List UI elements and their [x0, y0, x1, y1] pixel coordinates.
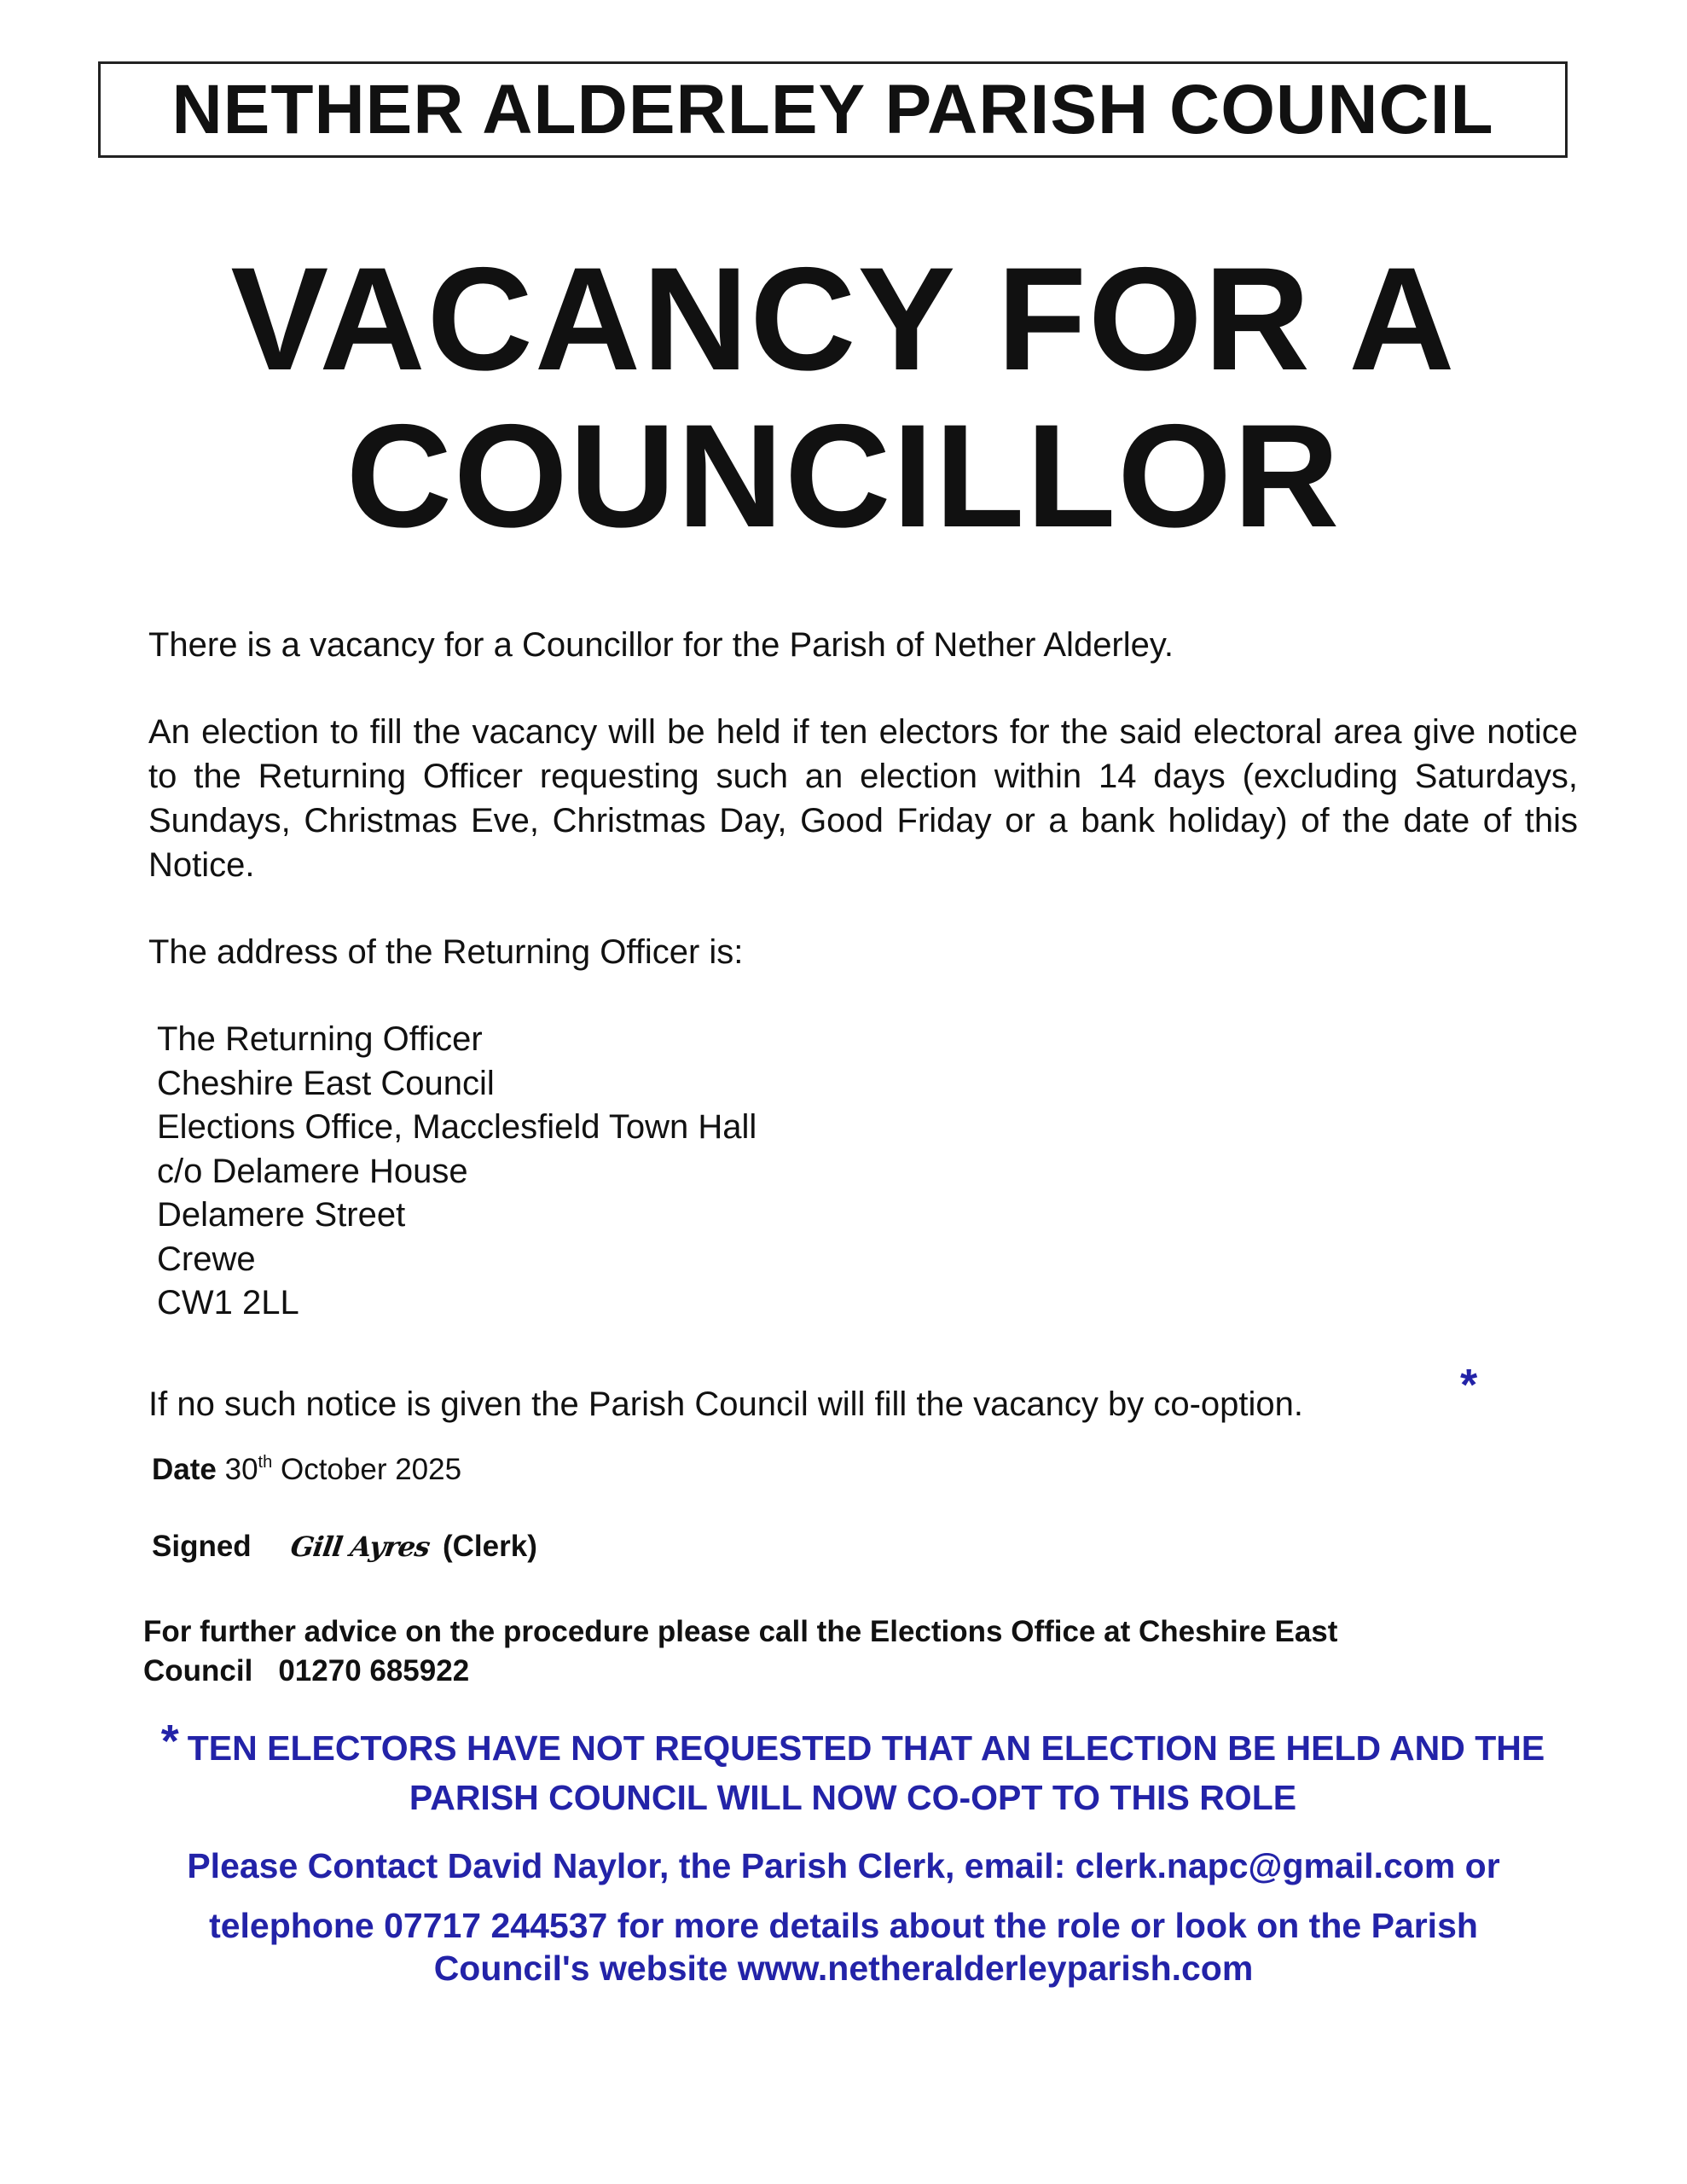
notice-title-line-2: COUNCILLOR	[345, 394, 1342, 558]
contact-line-2: telephone 07717 244537 for more details about the role or look on the Parish	[209, 1906, 1478, 1945]
contact-details	[68, 1844, 1619, 1989]
address-line: Cheshire East Council	[157, 1064, 495, 1102]
advice-paragraph	[143, 1612, 1525, 1691]
notice-title	[0, 237, 1687, 558]
address-line: Delamere Street	[157, 1196, 406, 1234]
date-day: 30	[224, 1453, 258, 1486]
address-line: The Returning Officer	[157, 1020, 483, 1058]
asterisk-marker: *	[1460, 1361, 1478, 1410]
date-suffix: th	[258, 1453, 273, 1472]
notice-title-line-1: VACANCY FOR A	[230, 237, 1457, 401]
date-label: Date	[152, 1453, 217, 1486]
address-line: Elections Office, Macclesfield Town Hall	[157, 1108, 757, 1146]
elections-office-phone: 01270 685922	[278, 1654, 470, 1687]
council-name: NETHER ALDERLEY PARISH COUNCIL	[171, 70, 1494, 148]
address-line: c/o Delamere House	[157, 1152, 468, 1190]
notice-line-1-text: TEN ELECTORS HAVE NOT REQUESTED THAT AN ELECTION BE HELD AND THE	[187, 1728, 1545, 1768]
intro-paragraph: There is a vacancy for a Councillor for the Parish of Nether Alderley.	[148, 626, 1174, 664]
date-rest: October 2025	[280, 1453, 462, 1486]
coopt-notice-line-2: PARISH COUNCIL WILL NOW CO-OPT TO THIS ROLE	[409, 1778, 1297, 1817]
returning-officer-address	[157, 1018, 757, 1326]
address-line: CW1 2LL	[157, 1284, 299, 1321]
address-intro: The address of the Returning Officer is:	[148, 933, 744, 971]
contact-line-1: Please Contact David Naylor, the Parish Clerk, email: clerk.napc@gmail.com or	[187, 1846, 1500, 1885]
signed-line	[152, 1527, 537, 1566]
contact-line-3: Council's website www.netheralderleyparish.com	[433, 1949, 1254, 1988]
address-line: Crewe	[157, 1240, 256, 1278]
signer-role: (Clerk)	[442, 1530, 537, 1563]
coopt-statement: If no such notice is given the Parish Council will fill the vacancy by co-option.	[148, 1385, 1304, 1423]
notice-date	[152, 1450, 461, 1490]
advice-text: For further advice on the procedure please call the Elections Office at Cheshire East Council	[143, 1615, 1338, 1687]
signed-label: Signed	[152, 1530, 252, 1563]
notice-asterisk: *	[160, 1716, 179, 1767]
election-paragraph: An election to fill the vacancy will be held if ten electors for the said electoral area give notice to the Returning Officer requesting such an election within 14 days (excluding Saturdays, Sundays, Christmas Eve, Christmas Day, Good Friday or a bank holiday) of the date of this Notice.	[148, 713, 1578, 884]
coopt-notice	[85, 1716, 1620, 1822]
council-header-box	[98, 61, 1568, 158]
coopt-notice-line-1	[85, 1716, 1620, 1773]
clerk-signature: Gill Ayres	[288, 1531, 432, 1563]
